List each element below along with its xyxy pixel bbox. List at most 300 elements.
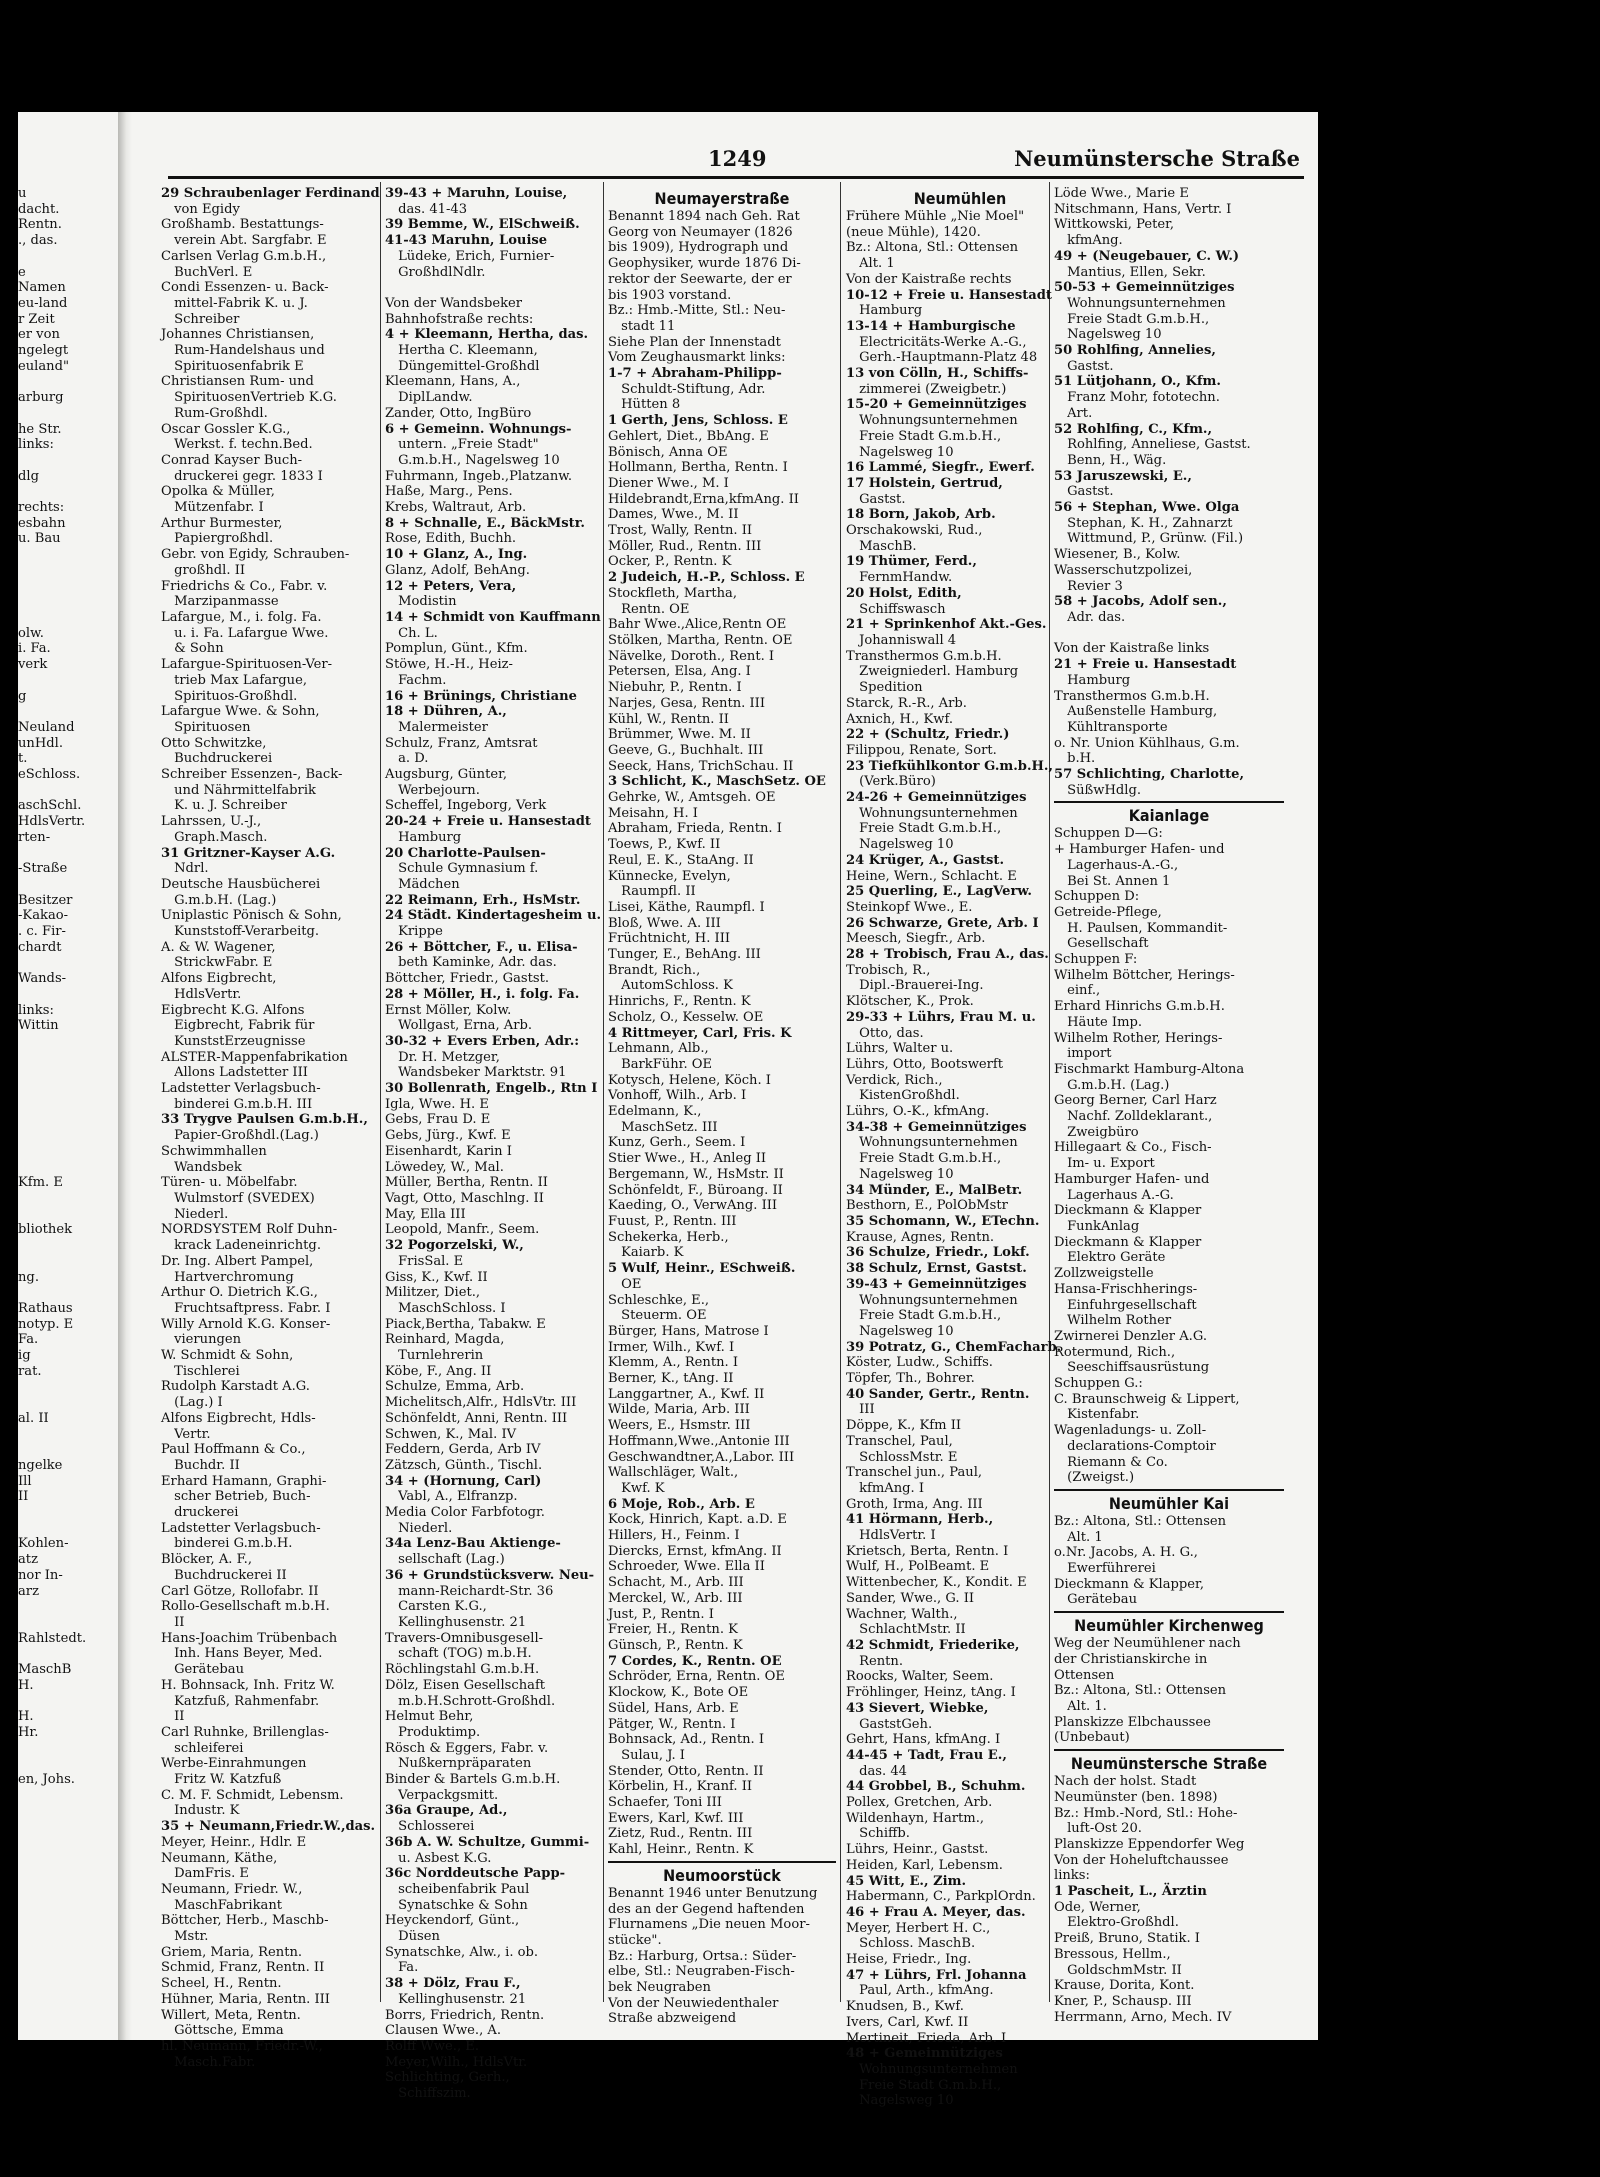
directory-entry: Schule Gymnasium f. bbox=[385, 861, 539, 877]
directory-entry: Friedrichs & Co., Fabr. v. bbox=[161, 578, 328, 594]
directory-entry: Fuhrmann, Ingeb.,Platzanw. bbox=[385, 468, 573, 484]
directory-entry: Dieckmann & Klapper, bbox=[1054, 1576, 1205, 1592]
directory-entry: Orschakowski, Rud., bbox=[846, 523, 983, 539]
directory-entry: Knudsen, B., Kwf. bbox=[846, 1999, 964, 2015]
directory-entry: Blöcker, A. F., bbox=[161, 1552, 253, 1568]
directory-entry: Außenstelle Hamburg, bbox=[1054, 704, 1218, 720]
fragment-line: links: bbox=[18, 1002, 54, 1018]
directory-entry: Ivers, Carl, Kwf. II bbox=[846, 2014, 969, 2030]
directory-entry: einf., bbox=[1054, 983, 1101, 999]
directory-entry: Südel, Hans, Arb. E bbox=[608, 1700, 739, 1716]
directory-entry: Schönfeldt, F., Büroang. II bbox=[608, 1182, 783, 1198]
fragment-line bbox=[18, 1144, 114, 1160]
directory-entry: Fruchtsaftpress. Fabr. I bbox=[161, 1300, 331, 1316]
directory-entry: Spirituosenfabrik E bbox=[161, 358, 304, 374]
directory-entry: Brümmer, Wwe. M. II bbox=[608, 727, 751, 743]
directory-entry: Einfuhrgesellschaft bbox=[1054, 1297, 1197, 1313]
directory-entry: NORDSYSTEM Rolf Duhn- bbox=[161, 1222, 338, 1238]
directory-entry: Carsten K.G., bbox=[385, 1599, 487, 1615]
directory-entry: Heise, Friedr., Ing. bbox=[846, 1952, 972, 1968]
directory-entry: Besthorn, E., PolObMstr bbox=[846, 1198, 1008, 1214]
directory-entry: Georg Berner, Carl Harz bbox=[1054, 1093, 1217, 1109]
directory-entry: Dames, Wwe., M. II bbox=[608, 507, 739, 523]
directory-entry: Schreiber bbox=[161, 311, 240, 327]
directory-entry: Schuppen D: bbox=[1054, 889, 1140, 905]
directory-entry: Borrs, Friedrich, Rentn. bbox=[385, 2007, 545, 2023]
fragment-line bbox=[18, 673, 114, 689]
street-heading: Neumühler Kirchenweg bbox=[1054, 1611, 1284, 1636]
directory-entry: Kunststoff-Verarbeitg. bbox=[161, 924, 320, 940]
fragment-line: arz bbox=[18, 1583, 39, 1599]
directory-entry: Heine, Wern., Schlacht. E bbox=[846, 868, 1017, 884]
fragment-line bbox=[18, 1599, 114, 1615]
fragment-line: HdlsVertr. bbox=[18, 814, 86, 830]
fragment-line bbox=[18, 1395, 114, 1411]
directory-entry: Röchlingstahl G.m.b.H. bbox=[385, 1662, 540, 1678]
fragment-line bbox=[18, 453, 114, 469]
directory-entry: Rudolph Karstadt A.G. bbox=[161, 1379, 310, 1395]
directory-entry: 13-14 + Hamburgische bbox=[846, 318, 1016, 334]
directory-entry: C. M. F. Schmidt, Lebensm. bbox=[161, 1787, 344, 1803]
directory-entry: Lafargue-Spirituosen-Ver- bbox=[161, 657, 333, 673]
fragment-line: Besitzer bbox=[18, 892, 73, 908]
fragment-line: er von bbox=[18, 327, 60, 343]
page-number: 1249 bbox=[708, 146, 767, 171]
directory-entry: FunkAnlag bbox=[1054, 1219, 1140, 1234]
directory-entry: 38 + Dölz, Frau F., bbox=[385, 1976, 521, 1992]
directory-entry: 2 Judeich, H.-P., Schloss. E bbox=[608, 570, 805, 586]
directory-entry: binderei G.m.b.H. bbox=[161, 1536, 293, 1552]
directory-entry: binderei G.m.b.H. III bbox=[161, 1096, 313, 1112]
fragment-line bbox=[18, 1285, 114, 1301]
directory-entry: 15-20 + Gemeinnütziges bbox=[846, 397, 1027, 413]
directory-entry: Schleschke, E., bbox=[608, 1292, 710, 1308]
directory-entry: Revier 3 bbox=[1054, 578, 1123, 594]
directory-entry: Bahr Wwe.,Alice,Rentn OE bbox=[608, 617, 787, 633]
directory-entry: Zwirnerei Denzler A.G. bbox=[1054, 1328, 1208, 1344]
directory-entry: Neumann, Friedr. W., bbox=[161, 1881, 303, 1897]
directory-entry: Düsen bbox=[385, 1929, 440, 1945]
directory-entry: G.m.b.H. (Lag.) bbox=[1054, 1077, 1170, 1093]
directory-entry: 43 Sievert, Wiebke, bbox=[846, 1700, 989, 1716]
fragment-line: rechts: bbox=[18, 500, 65, 516]
directory-entry: Bahnhofstraße rechts: bbox=[385, 311, 534, 327]
directory-entry: Freie Stadt G.m.b.H., bbox=[846, 1151, 1002, 1167]
directory-entry: Schiffszim. bbox=[385, 2086, 471, 2102]
directory-entry: Wohnungsunternehmen bbox=[846, 1292, 1018, 1308]
directory-entry: Bz.: Hmb.-Mitte, Stl.: Neu- bbox=[608, 303, 786, 319]
directory-entry: Brandt, Rich., bbox=[608, 962, 701, 978]
directory-entry: Werbe-Einrahmungen bbox=[161, 1756, 307, 1772]
directory-entry: Bz.: Altona, Stl.: Ottensen bbox=[1054, 1513, 1227, 1529]
directory-entry: Arthur Burmester, bbox=[161, 515, 283, 531]
directory-entry: Wulf, H., PolBeamt. E bbox=[846, 1559, 990, 1575]
running-street-title: Neumünstersche Straße bbox=[1014, 146, 1300, 171]
fragment-line: chardt bbox=[18, 939, 62, 955]
directory-entry: Wilde, Maria, Arb. III bbox=[608, 1402, 750, 1418]
directory-entry: Kühltransporte bbox=[1054, 719, 1168, 735]
directory-entry: 24-26 + Gemeinnütziges bbox=[846, 790, 1027, 806]
fragment-line bbox=[18, 987, 114, 1003]
directory-entry: bis 1909), Hydrograph und bbox=[608, 240, 789, 256]
directory-entry: Erhard Hinrichs G.m.b.H. bbox=[1054, 999, 1225, 1015]
directory-entry: Binder & Bartels G.m.b.H. bbox=[385, 1772, 561, 1788]
directory-entry: Marzipanmasse bbox=[161, 594, 279, 610]
directory-entry: 7 Cordes, K., Rentn. OE bbox=[608, 1653, 782, 1669]
directory-entry: Nagelsweg 10 bbox=[1054, 327, 1162, 343]
fragment-line bbox=[18, 1160, 114, 1176]
directory-entry: 40 Sander, Gertr., Rentn. bbox=[846, 1386, 1030, 1402]
directory-entry: Mützenfabr. I bbox=[161, 500, 264, 516]
directory-entry: Im- u. Export bbox=[1054, 1156, 1155, 1172]
directory-entry: Stephan, K. H., Zahnarzt bbox=[1054, 515, 1233, 531]
directory-entry: Heyckendorf, Günt., bbox=[385, 1913, 520, 1929]
directory-entry: u. Asbest K.G. bbox=[385, 1850, 492, 1866]
directory-entry: Düngemittel-Großhdl bbox=[385, 358, 540, 374]
directory-entry: Benn, H., Wäg. bbox=[1054, 452, 1167, 468]
directory-entry: Carlsen Verlag G.m.b.H., bbox=[161, 248, 327, 264]
directory-entry: 28 + Möller, H., i. folg. Fa. bbox=[385, 986, 580, 1002]
directory-entry: 1 Gerth, Jens, Schloss. E bbox=[608, 413, 788, 429]
directory-entry: Mantius, Ellen, Sekr. bbox=[1054, 264, 1206, 280]
directory-entry: Rentn. bbox=[846, 1653, 903, 1669]
street-heading: Neumühler Kai bbox=[1054, 1489, 1284, 1514]
directory-entry: Zweigbüro bbox=[1054, 1124, 1139, 1140]
directory-entry: Spirituosen bbox=[161, 719, 251, 735]
directory-entry: 39 Bemme, W., ElSchweiß. bbox=[385, 217, 580, 233]
directory-entry: Wasserschutzpolizei, bbox=[1054, 562, 1193, 578]
directory-entry: Bz.: Altona, Stl.: Ottensen bbox=[846, 240, 1019, 256]
directory-entry: Pollex, Gretchen, Arb. bbox=[846, 1795, 993, 1811]
directory-entry: Ladstetter Verlagsbuch- bbox=[161, 1520, 321, 1536]
directory-entry: Zweigniederl. Hamburg bbox=[846, 664, 1019, 680]
directory-entry: Ndrl. bbox=[161, 861, 209, 877]
directory-entry: Sulau, J. I bbox=[608, 1747, 685, 1763]
directory-entry: 48 + Gemeinnütziges bbox=[846, 2046, 1003, 2062]
directory-entry: Elektro-Großhdl. bbox=[1054, 1915, 1179, 1931]
directory-entry: Ewerführerei bbox=[1054, 1561, 1156, 1577]
directory-entry: Lahrssen, U.-J., bbox=[161, 814, 262, 830]
fragment-line: H. bbox=[18, 1709, 34, 1725]
directory-entry: Meesch, Siegfr., Arb. bbox=[846, 931, 986, 947]
fragment-line: Rahlstedt. bbox=[18, 1630, 87, 1646]
directory-entry: Electricitäts-Werke A.-G., bbox=[846, 334, 1027, 350]
directory-entry: Lafargue Wwe. & Sohn, bbox=[161, 704, 320, 720]
directory-entry: Böttcher, Friedr., Gastst. bbox=[385, 971, 550, 987]
directory-entry: Wollgast, Erna, Arb. bbox=[385, 1018, 533, 1034]
directory-entry: Stölken, Martha, Rentn. OE bbox=[608, 632, 793, 648]
street-heading: Neumünstersche Straße bbox=[1054, 1749, 1284, 1774]
directory-entry: Schuppen G.: bbox=[1054, 1376, 1143, 1392]
directory-entry: Wagenladungs- u. Zoll- bbox=[1054, 1423, 1207, 1439]
directory-entry: Ocker, P., Rentn. K bbox=[608, 554, 732, 570]
directory-entry: Krause, Agnes, Rentn. bbox=[846, 1229, 995, 1245]
directory-entry: FernmHandw. bbox=[846, 570, 953, 586]
directory-entry: 24 Städt. Kindertagesheim u. bbox=[385, 908, 602, 924]
directory-entry: (neue Mühle), 1420. bbox=[846, 224, 981, 240]
directory-entry: Paul Hoffmann & Co., bbox=[161, 1442, 306, 1458]
directory-entry: + Hamburger Hafen- und bbox=[1054, 842, 1225, 858]
directory-entry: 32 Pogorzelski, W., bbox=[385, 1238, 524, 1254]
directory-entry: HdlsVertr. bbox=[161, 986, 242, 1002]
directory-entry: stücke". bbox=[608, 1932, 662, 1948]
directory-entry: bek Neugraben bbox=[608, 1980, 711, 1996]
directory-entry: Wilhelm Rother, Herings- bbox=[1054, 1030, 1223, 1046]
fragment-line: MaschB bbox=[18, 1662, 72, 1678]
fragment-line: Kfm. E bbox=[18, 1175, 63, 1191]
directory-entry: Hoffmann,Wwe.,Antonie III bbox=[608, 1433, 790, 1449]
directory-entry: II bbox=[161, 1614, 185, 1630]
directory-entry: Giss, K., Kwf. II bbox=[385, 1269, 488, 1285]
directory-entry: Gesellschaft bbox=[1054, 936, 1149, 952]
fragment-line bbox=[18, 1505, 114, 1521]
directory-entry: Narjes, Gesa, Rentn. III bbox=[608, 695, 766, 711]
directory-entry: Freie Stadt G.m.b.H., bbox=[846, 428, 1002, 444]
directory-entry: Schacht, M., Arb. III bbox=[608, 1575, 744, 1591]
directory-entry: untern. „Freie Stadt" bbox=[385, 437, 539, 453]
fragment-line bbox=[18, 547, 114, 563]
directory-entry: Müller, Bertha, Rentn. II bbox=[385, 1175, 548, 1191]
fragment-line bbox=[18, 563, 114, 579]
directory-entry: Georg von Neumayer (1826 bbox=[608, 224, 793, 240]
directory-entry: C. Braunschweig & Lippert, bbox=[1054, 1391, 1240, 1407]
directory-entry: Zätzsch, Günth., Tischl. bbox=[385, 1457, 543, 1473]
directory-entry: Arthur O. Dietrich K.G., bbox=[161, 1285, 318, 1301]
directory-entry: Nagelsweg 10 bbox=[846, 1323, 954, 1339]
directory-entry: 18 + Dühren, A., bbox=[385, 704, 507, 720]
directory-entry: Günsch, P., Rentn. K bbox=[608, 1637, 743, 1653]
directory-entry: Neumann, Käthe, bbox=[161, 1850, 278, 1866]
directory-entry: Johannes Christiansen, bbox=[161, 327, 315, 343]
fragment-line: II bbox=[18, 1489, 29, 1505]
directory-entry: 51 Lütjohann, O., Kfm. bbox=[1054, 374, 1221, 390]
directory-entry: import bbox=[1054, 1046, 1112, 1062]
fragment-line bbox=[18, 1646, 114, 1662]
directory-entry: 10-12 + Freie u. Hansestadt bbox=[846, 287, 1052, 303]
directory-entry: 35 + Neumann,Friedr.W.,das. bbox=[161, 1819, 376, 1835]
directory-entry: Johanniswall 4 bbox=[846, 632, 957, 648]
directory-entry: Ode, Werner, bbox=[1054, 1899, 1141, 1915]
directory-entry: 23 Tiefkühlkontor G.m.b.H., bbox=[846, 758, 1053, 774]
directory-entry: Axnich, H., Kwf. bbox=[846, 711, 953, 727]
directory-entry: Meyer,Wilh., HdlsVtr. bbox=[385, 2054, 528, 2070]
directory-entry: 20-24 + Freie u. Hansestadt bbox=[385, 814, 591, 830]
directory-entry: schaft (TOG) m.b.H. bbox=[385, 1646, 532, 1662]
directory-entry: Ernst Möller, Kolw. bbox=[385, 1002, 512, 1018]
directory-entry: Lührs, Heinr., Gastst. bbox=[846, 1842, 989, 1858]
directory-entry: Wildenhayn, Hartm., bbox=[846, 1810, 985, 1826]
directory-entry: (Lag.) I bbox=[161, 1395, 223, 1411]
street-heading: Kaianlage bbox=[1054, 801, 1284, 826]
directory-entry: 16 Lammé, Siegfr., Ewerf. bbox=[846, 460, 1035, 476]
directory-entry: Stockfleth, Martha, bbox=[608, 585, 738, 601]
directory-entry: Hamburg bbox=[385, 829, 462, 845]
directory-entry: Diener Wwe., M. I bbox=[608, 475, 729, 491]
directory-entry: Mstr. bbox=[161, 1929, 209, 1945]
directory-entry: 36a Graupe, Ad., bbox=[385, 1803, 508, 1819]
directory-entry: Conrad Kayser Buch- bbox=[161, 452, 303, 468]
directory-entry: Willy Arnold K.G. Konser- bbox=[161, 1316, 331, 1332]
directory-entry: links: bbox=[1054, 1868, 1090, 1884]
directory-entry: Tunger, E., BehAng. III bbox=[608, 947, 761, 963]
fragment-line: ng. bbox=[18, 1269, 39, 1285]
fragment-line bbox=[18, 1379, 114, 1395]
directory-entry: Freie Stadt G.m.b.H., bbox=[1054, 311, 1210, 327]
directory-entry: Spirituos-Großhdl. bbox=[161, 688, 298, 704]
fragment-line: ig bbox=[18, 1348, 31, 1364]
directory-entry: Lührs, Walter u. bbox=[846, 1041, 954, 1057]
directory-entry: & Sohn bbox=[161, 641, 224, 657]
directory-entry: 16 + Brünings, Christiane bbox=[385, 688, 577, 704]
directory-entry: Masch.Fabr. bbox=[161, 2054, 256, 2070]
directory-entry: Just, P., Rentn. I bbox=[608, 1606, 714, 1622]
directory-entry: Lührs, Otto, Bootswerft bbox=[846, 1056, 1004, 1072]
directory-entry: kfmAng. bbox=[1054, 233, 1123, 249]
directory-entry: Travers-Omnibusgesell- bbox=[385, 1630, 544, 1646]
fragment-line: ngelegt bbox=[18, 343, 69, 359]
directory-entry: KistenGroßhdl. bbox=[846, 1088, 960, 1104]
fragment-line bbox=[18, 1050, 114, 1066]
directory-entry: Vonhoff, Wilh., Arb. I bbox=[608, 1088, 747, 1104]
directory-entry: Freie Stadt G.m.b.H., bbox=[846, 821, 1002, 837]
directory-entry: Fa. bbox=[385, 1960, 419, 1976]
fragment-line: Ill bbox=[18, 1473, 32, 1489]
directory-entry: Gerätebau bbox=[1054, 1592, 1137, 1608]
column-divider bbox=[840, 182, 841, 2002]
directory-entry: Papiergroßhdl. bbox=[161, 531, 274, 547]
directory-entry: Geeve, G., Buchhalt. III bbox=[608, 742, 764, 758]
directory-column-4 bbox=[846, 186, 1074, 2109]
fragment-line: olw. bbox=[18, 625, 44, 641]
fragment-line bbox=[18, 594, 114, 610]
directory-entry: Schuppen D—G: bbox=[1054, 826, 1163, 842]
directory-entry: Vertr. bbox=[161, 1426, 211, 1442]
column-divider bbox=[603, 182, 604, 2002]
fragment-line: ngelke bbox=[18, 1457, 63, 1473]
directory-entry: mittel-Fabrik K. u. J. bbox=[161, 295, 308, 311]
directory-entry: Schloss. MaschB. bbox=[846, 1936, 976, 1952]
directory-entry: Stier Wwe., H., Anleg II bbox=[608, 1151, 767, 1167]
fragment-line bbox=[18, 1756, 114, 1772]
directory-entry: Augsburg, Günter, bbox=[385, 767, 508, 783]
fragment-line bbox=[18, 579, 114, 595]
directory-entry: Fröhlinger, Heinz, tAng. I bbox=[846, 1685, 1016, 1701]
directory-entry: Roocks, Walter, Seem. bbox=[846, 1669, 994, 1685]
directory-entry: Berner, K., tAng. II bbox=[608, 1371, 734, 1387]
directory-entry: (Verk.Büro) bbox=[846, 774, 936, 790]
directory-entry: 4 + Kleemann, Hertha, das. bbox=[385, 327, 589, 343]
directory-entry: Otto Schwitzke, bbox=[161, 735, 267, 751]
directory-entry: Wandsbeker Marktstr. 91 bbox=[385, 1065, 567, 1081]
directory-entry: Nußkernpräparaten bbox=[385, 1756, 532, 1772]
directory-entry: Edelmann, K., bbox=[608, 1104, 702, 1120]
directory-entry: Steinkopf Wwe., E. bbox=[846, 899, 973, 915]
directory-entry: Werkst. f. techn.Bed. bbox=[161, 437, 313, 453]
directory-entry: Groth, Irma, Ang. III bbox=[846, 1496, 983, 1512]
directory-entry: Gastst. bbox=[1054, 358, 1114, 374]
directory-entry: Schaefer, Toni III bbox=[608, 1795, 722, 1811]
directory-entry: declarations-Comptoir bbox=[1054, 1438, 1216, 1454]
directory-entry: Glanz, Adolf, BehAng. bbox=[385, 562, 530, 578]
directory-entry: Bz.: Hmb.-Nord, Stl.: Hohe- bbox=[1054, 1805, 1238, 1821]
directory-entry: 34-38 + Gemeinnütziges bbox=[846, 1119, 1027, 1135]
fragment-line: esbahn bbox=[18, 515, 66, 531]
directory-entry: m.b.H.Schrott-Großhdl. bbox=[385, 1693, 556, 1709]
header-rule bbox=[168, 176, 1304, 179]
directory-entry: MaschSetz. III bbox=[608, 1119, 718, 1135]
fragment-line: Wittin bbox=[18, 1018, 59, 1034]
fragment-column bbox=[18, 186, 114, 1788]
directory-entry: 5 Wulf, Heinr., ESchweiß. bbox=[608, 1261, 796, 1277]
directory-entry: Döppe, K., Kfm II bbox=[846, 1418, 962, 1434]
directory-entry: Griem, Maria, Rentn. bbox=[161, 1944, 303, 1960]
directory-entry: Schreiber Essenzen-, Back- bbox=[161, 767, 343, 783]
directory-entry: 22 Reimann, Erh., HsMstr. bbox=[385, 892, 581, 908]
directory-column-2 bbox=[385, 186, 602, 2102]
directory-entry: Löde Wwe., Marie E bbox=[1054, 186, 1189, 201]
directory-entry: Häute Imp. bbox=[1054, 1014, 1143, 1030]
directory-entry: Töpfer, Th., Bohrer. bbox=[846, 1371, 975, 1387]
directory-entry: Alfons Eigbrecht, Hdls- bbox=[161, 1410, 316, 1426]
directory-entry: Künnecke, Evelyn, bbox=[608, 868, 731, 884]
book-spine bbox=[118, 112, 132, 2040]
directory-entry: Starck, R.-R., Arb. bbox=[846, 695, 967, 711]
directory-entry: 14 + Schmidt von Kauffmann bbox=[385, 609, 601, 625]
directory-entry: Transthermos G.m.b.H. bbox=[846, 648, 1002, 664]
directory-entry: Verpackgsmitt. bbox=[385, 1787, 499, 1803]
directory-entry: Bergemann, W., HsMstr. II bbox=[608, 1166, 784, 1182]
directory-entry: krack Ladeneinrichtg. bbox=[161, 1238, 321, 1254]
directory-entry: Synatschke & Sohn bbox=[385, 1897, 528, 1913]
fragment-line: Hr. bbox=[18, 1724, 39, 1740]
fragment-line bbox=[18, 406, 114, 422]
street-heading: Neumoorstück bbox=[608, 1861, 836, 1886]
directory-entry: Hans-Joachim Trübenbach bbox=[161, 1630, 338, 1646]
directory-entry: Benannt 1894 nach Geh. Rat bbox=[608, 209, 800, 224]
fragment-line bbox=[18, 1694, 114, 1710]
directory-entry: Nagelsweg 10 bbox=[846, 1166, 954, 1182]
fragment-line bbox=[18, 1238, 114, 1254]
directory-entry: Adr. das. bbox=[1054, 609, 1126, 625]
directory-entry: H. Bohnsack, Inh. Fritz W. bbox=[161, 1677, 335, 1693]
directory-entry: Von der Hoheluftchaussee bbox=[1054, 1852, 1229, 1868]
directory-entry: Köbe, F., Ang. II bbox=[385, 1363, 492, 1379]
directory-entry: Bz.: Harburg, Ortsa.: Süder- bbox=[608, 1948, 797, 1964]
directory-column-1 bbox=[161, 186, 380, 2070]
directory-entry: MaschSchloss. I bbox=[385, 1300, 506, 1316]
directory-entry: Nagelsweg 10 bbox=[846, 837, 954, 853]
directory-entry: Riemann & Co. bbox=[1054, 1454, 1168, 1470]
fragment-line: -Kakao- bbox=[18, 908, 69, 924]
fragment-line: Fa. bbox=[18, 1332, 39, 1348]
directory-entry: Paul, Arth., kfmAng. bbox=[846, 1983, 994, 1999]
directory-entry: Gebs, Frau D. E bbox=[385, 1112, 491, 1128]
directory-entry: 34a Lenz-Bau Aktienge- bbox=[385, 1536, 561, 1552]
directory-entry: Nävelke, Doroth., Rent. I bbox=[608, 648, 775, 664]
directory-entry: Gehlert, Diet., BbAng. E bbox=[608, 428, 769, 444]
directory-entry: 41 Hörmann, Herb., bbox=[846, 1512, 994, 1528]
directory-entry: Klötscher, K., Prok. bbox=[846, 994, 974, 1010]
fragment-line bbox=[18, 1427, 114, 1443]
directory-entry: 45 Witt, E., Zim. bbox=[846, 1873, 967, 1889]
directory-entry: Lagerhaus-A.-G., bbox=[1054, 857, 1179, 873]
directory-entry: Katzfuß, Rahmenfabr. bbox=[161, 1693, 320, 1709]
fragment-line: ., das. bbox=[18, 233, 58, 249]
fragment-line: -Straße bbox=[18, 861, 68, 877]
fragment-line bbox=[18, 955, 114, 971]
directory-entry: Buchdruckerei bbox=[161, 751, 273, 767]
directory-entry: Eigbrecht K.G. Alfons bbox=[161, 1002, 305, 1018]
